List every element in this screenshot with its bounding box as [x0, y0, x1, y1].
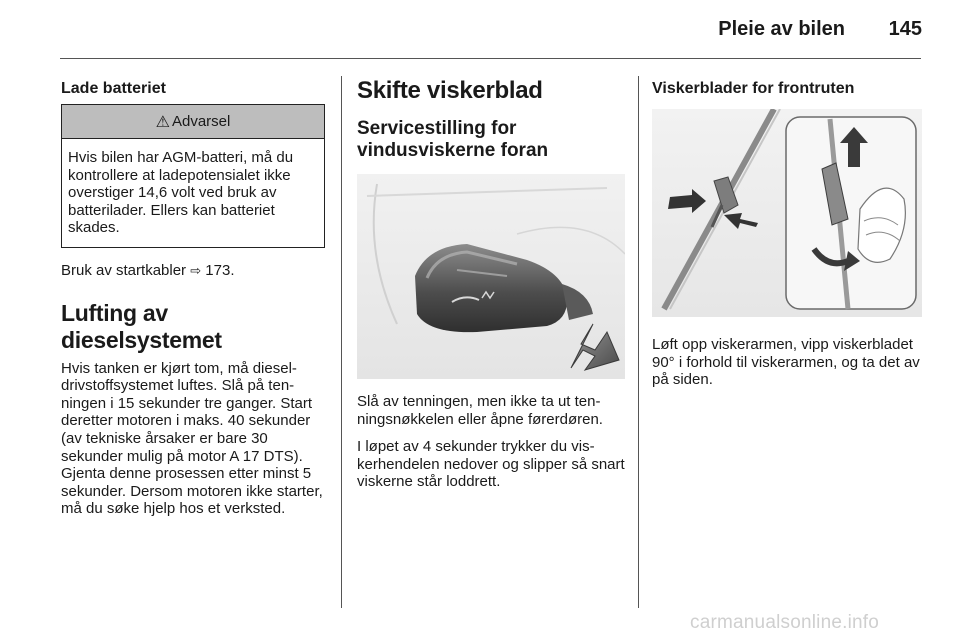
page-ref-arrow-icon: ⇨ [190, 262, 202, 278]
wiper-step-1: Slå av tenningen, men ikke ta ut tenningsnøkkelen eller åpne førerdøren. [357, 393, 603, 428]
warning-icon: ⚠ [155, 113, 170, 131]
watermark: carmanualsonline.info [690, 612, 880, 633]
column-divider-right [638, 76, 639, 608]
warning-header [62, 105, 324, 139]
warning-text: Hvis bilen har AGM-batteri, må du kontrollere at ladepotensialet ikke overstiger 14,6 volt ved bruk av batterilader. Ellers kan batteriet skades. [68, 149, 294, 237]
cross-reference [61, 262, 327, 280]
diesel-section-title: Lufting av dieselsystemet [61, 299, 222, 353]
service-position-subtitle: Servicestilling for vindusviskerne foran [357, 118, 549, 161]
column-1 [61, 80, 327, 518]
diesel-section-text: Hvis tanken er kjørt tom, må dieseldrivstoffsystemet luftes. Slå på tenningen i 15 sekunder tre ganger. Start deretter motoren i maks. 40 sekunder (av tekniske årsaker er bare 30 sekunder mulig på motor A 17 DTS). Gjenta denne prosessen etter minst 5 sekunder. Dersom motoren ikke starter, må du søke hjelp hos et verksted. [61, 359, 323, 518]
front-wiper-heading: Viskerblader for frontruten [652, 80, 855, 97]
column-2 [357, 77, 625, 491]
wiper-section-title: Skifte viskerblad [357, 77, 543, 104]
wiper-blade-illustration [652, 109, 922, 317]
wiper-step-2: I løpet av 4 sekunder trykker du viskerhendelen nedover og slipper så snart viskerne står loddrett. [357, 438, 625, 491]
column-3 [652, 80, 924, 389]
page-header-title: Pleie av bilen [718, 18, 845, 40]
wiper-removal-text: Løft opp viskerarmen, vipp viskerbladet 90° i forhold til viskerarmen, og ta det av på siden. [652, 336, 920, 389]
warning-box [61, 104, 325, 248]
page-number: 145 [888, 18, 922, 40]
cross-reference-text: Bruk av startkabler [61, 261, 187, 279]
header-rule [60, 58, 921, 59]
wiper-stalk-illustration [357, 174, 625, 379]
cross-reference-page: 173. [205, 261, 235, 279]
column-divider-left [341, 76, 342, 608]
warning-title: Advarsel [171, 113, 231, 130]
battery-heading: Lade batteriet [61, 80, 166, 97]
